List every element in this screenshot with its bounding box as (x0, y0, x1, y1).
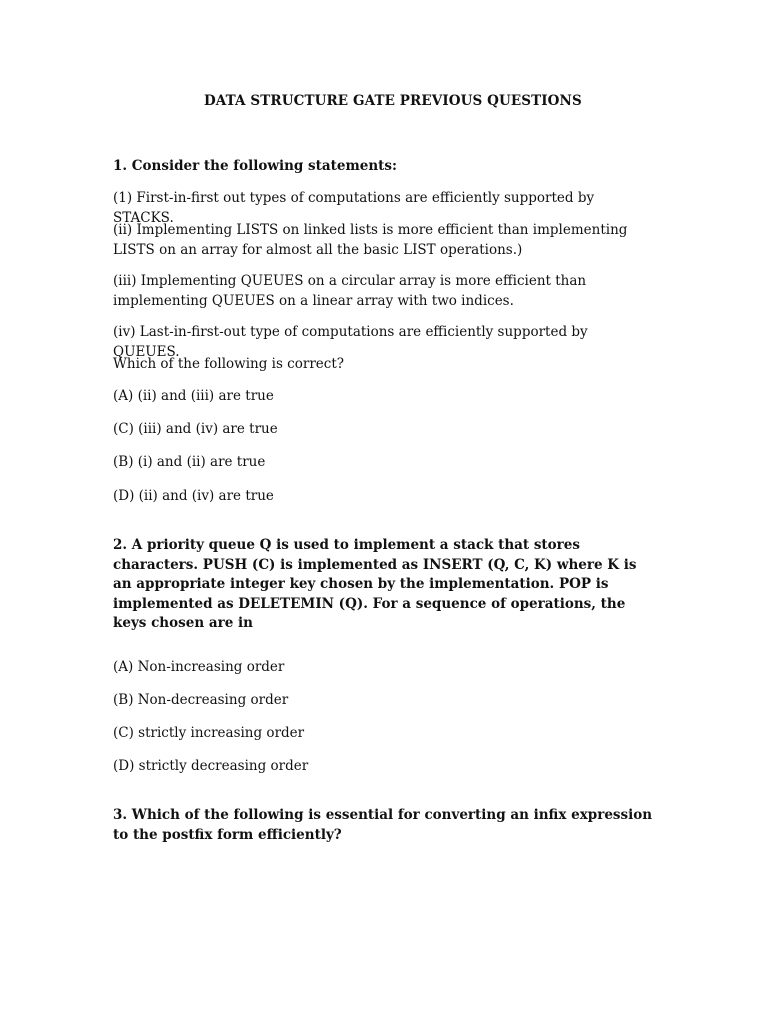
document-title: DATA STRUCTURE GATE PREVIOUS QUESTIONS (204, 93, 582, 109)
question-1-option-a: (A) (ii) and (iii) are true (113, 388, 274, 404)
question-1-statement-2: (ii) Implementing LISTS on linked lists is more efficient than implementing LISTS on an array for almost all the basic LIST operations.) (113, 222, 628, 258)
question-1-statement-1: (1) First-in-first out types of computations are efficiently supported by STACKS. (113, 190, 595, 226)
question-2-option-a: (A) Non-increasing order (113, 659, 285, 675)
question-2-option-d: (D) strictly decreasing order (113, 758, 309, 774)
question-1-option-d: (D) (ii) and (iv) are true (113, 488, 274, 504)
question-1-option-b: (B) (i) and (ii) are true (113, 454, 266, 470)
question-3-heading: 3. Which of the following is essential for converting an infix expression to the postfix form efficiently? (113, 807, 653, 843)
question-2-option-b: (B) Non-decreasing order (113, 692, 289, 708)
question-2-heading: 2. A priority queue Q is used to implement a stack that stores characters. PUSH (C) is implemented as INSERT (Q, C, K) where K is an appropriate integer key chosen by the implementation. POP is implemented as DELETEMIN (Q). For a sequence of operations, the keys chosen are in (113, 537, 637, 631)
question-1-heading: 1. Consider the following statements: (113, 158, 397, 174)
question-1-statement-4: (iv) Last-in-first-out type of computations are efficiently supported by QUEUES. (113, 324, 588, 360)
question-2-option-c: (C) strictly increasing order (113, 725, 305, 741)
question-1-statement-3: (iii) Implementing QUEUES on a circular array is more efficient than implementing QUEUES on a linear array with two indices. (113, 273, 587, 309)
question-1-prompt: Which of the following is correct? (113, 356, 344, 372)
question-1-option-c: (C) (iii) and (iv) are true (113, 421, 278, 437)
